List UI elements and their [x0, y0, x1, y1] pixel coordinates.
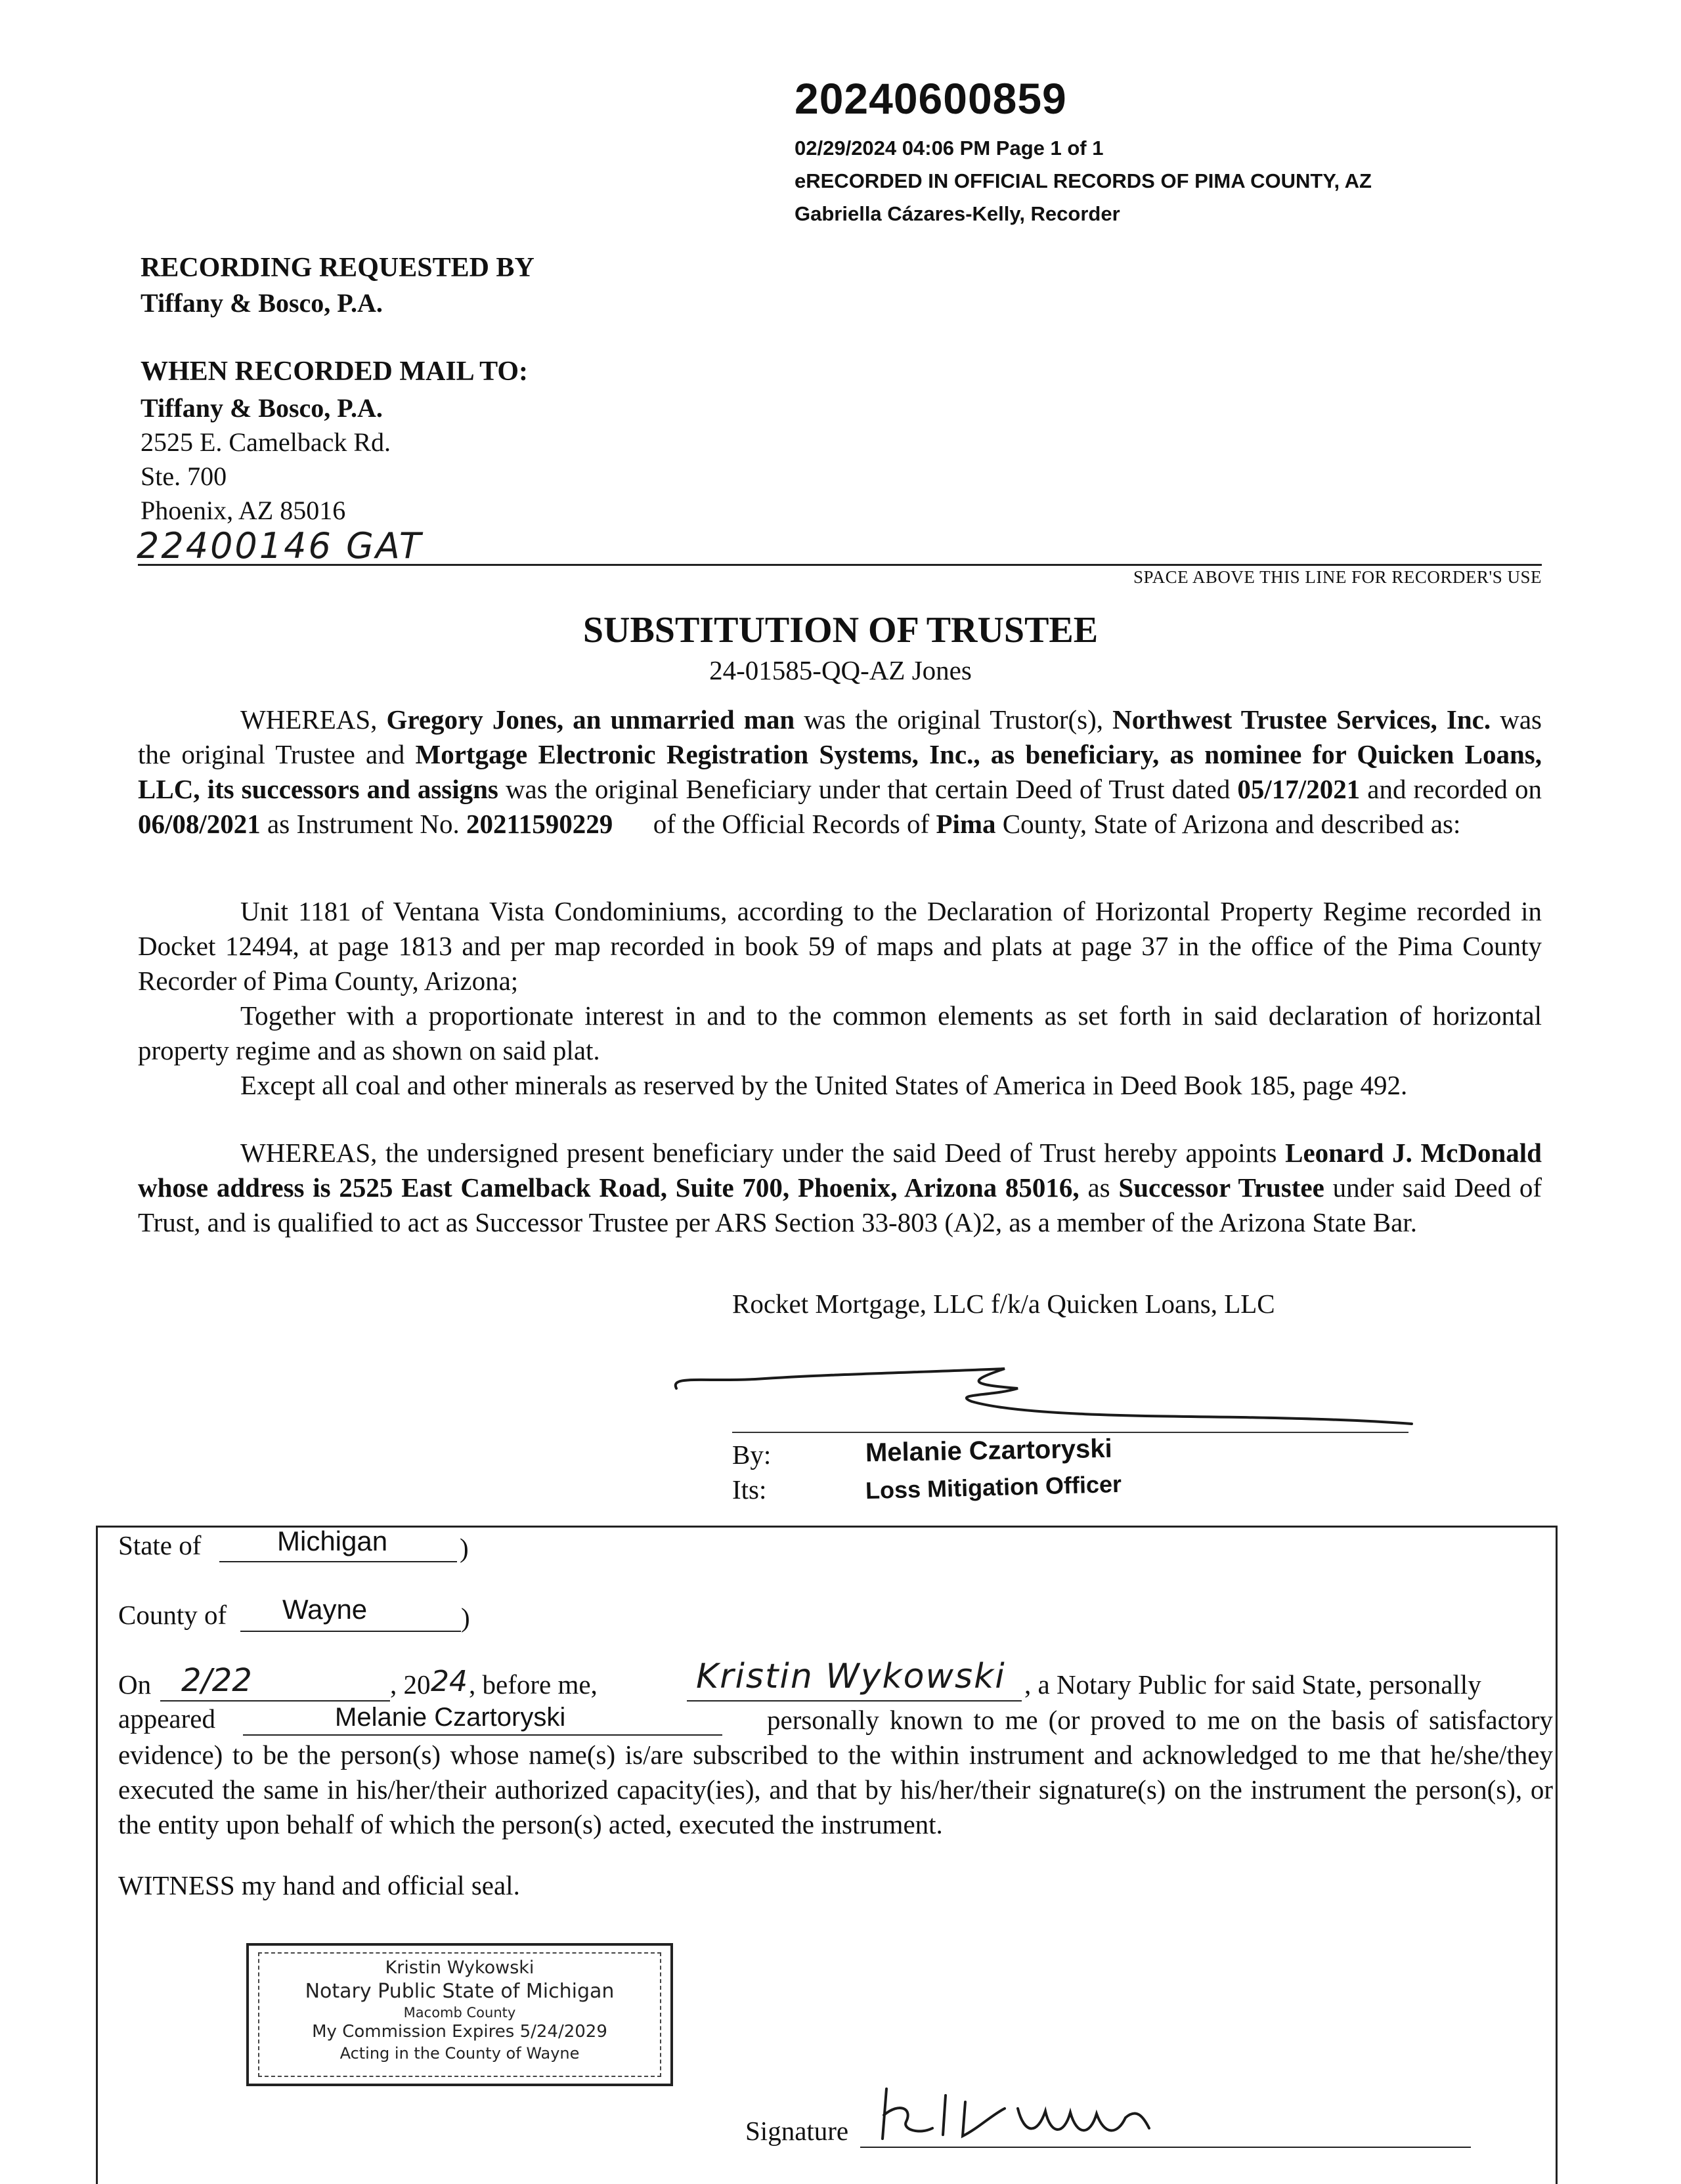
mail-to-address-2: Ste. 700 [141, 461, 227, 491]
notary-seal-stamp: Kristin Wykowski Notary Public State of Michigan Macomb County My Commission Expires 5/24/2029 Acting in the County of Wayne [246, 1943, 673, 2086]
document-reference: 24-01585-QQ-AZ Jones [709, 655, 972, 685]
notary-year: 24 [431, 1665, 468, 1698]
whereas-original-parties: WHEREAS, Gregory Jones, an unmarried man was the original Trustor(s), Northwest Trustee Services, Inc. was the original Trustee and Mortgage Electronic Registration Systems, Inc., as beneficiary, as nominee for Quicken Loans, LLC, its successors and assigns was the original Beneficiary under that certain Deed of Trust dated 05/17/2021 and recorded on 06/08/2021 as Instrument No. 20211590229 of the Official Records of Pima County, State of Arizona and described as: [138, 704, 1542, 839]
notary-appeared-row: appeared Melanie Czartoryski [118, 1703, 1550, 1742]
legal-description [138, 894, 1542, 1103]
notary-appeared-name: Melanie Czartoryski [335, 1703, 566, 1732]
beneficiary-company: Rocket Mortgage, LLC f/k/a Quicken Loans, LLC [732, 1289, 1275, 1319]
mail-to-address-1: 2525 E. Camelback Rd. [141, 427, 391, 457]
notary-county-row: County of Wayne ) [118, 1594, 470, 1633]
original-trustee: Northwest Trustee Services, Inc. [1112, 704, 1491, 735]
recording-number: 20240600859 [795, 74, 1067, 123]
notary-signature-icon [873, 2076, 1228, 2148]
document-title: SUBSTITUTION OF TRUSTEE [582, 610, 1099, 651]
mail-to-name: Tiffany & Bosco, P.A. [141, 393, 383, 423]
instrument-number: 20211590229 [466, 809, 613, 839]
notary-day: 2/22 [181, 1662, 252, 1699]
notary-signature-line [860, 2147, 1471, 2148]
notary-state-row: State of Michigan ) [118, 1526, 469, 1563]
notary-state-value: Michigan [277, 1526, 388, 1556]
recording-date-page: 02/29/2024 04:06 PM Page 1 of 1 [795, 137, 1104, 160]
legal-common-elements: Together with a proportionate interest in and to the common elements as set forth in said declaration of horizontal property regime and as shown on said plat. [138, 1000, 1542, 1065]
successor-trustee-name: Leonard J. McDonald whose address is 2525 East Camelback Road, Suite 700, Phoenix, Arizona 85016, [138, 1138, 1542, 1203]
mail-to-label: WHEN RECORDED MAIL TO: [141, 356, 529, 387]
signature-line [732, 1432, 1408, 1433]
by-value: Melanie Czartoryski [865, 1434, 1113, 1468]
beneficiary-signature-icon [663, 1362, 1425, 1434]
recorder-use-line [138, 564, 1542, 566]
legal-minerals-exception: Except all coal and other minerals as reserved by the United States of America in Deed Book 185, page 492. [240, 1070, 1408, 1100]
mail-to-address-3: Phoenix, AZ 85016 [141, 496, 346, 525]
notary-date-row: On 2/22 , 20 24 , before me, Kristin Wykowski , a Notary Public for said State, personally [118, 1669, 1550, 1708]
by-label: By: [732, 1440, 772, 1470]
notary-witness: WITNESS my hand and official seal. [118, 1870, 520, 1900]
its-label: Its: [732, 1474, 767, 1505]
recording-recorder: Gabriella Cázares-Kelly, Recorder [795, 202, 1120, 225]
its-value: Loss Mitigation Officer [865, 1470, 1122, 1505]
trustor-name: Gregory Jones, an unmarried man [386, 704, 795, 735]
deed-recorded: 06/08/2021 [138, 809, 261, 839]
notary-county-value: Wayne [282, 1594, 368, 1625]
space-above-note: SPACE ABOVE THIS LINE FOR RECORDER'S USE [1133, 567, 1542, 587]
signature-label: Signature [745, 2116, 849, 2146]
county-name: Pima [936, 809, 996, 839]
original-beneficiary: Mortgage Electronic Registration Systems, Inc., as beneficiary, as nominee for Quicken Loans, LLC, its successors and assigns [138, 739, 1542, 804]
notary-body-text: personally known to me (or proved to me on the basis of satisfactory evidence) to be the person(s) whose name(s) is/are subscribed to the within instrument and acknowledged to me that he/she/they executed the same in his/her/their authorized capacity(ies), and that by his/her/their signature(s) on the instrument the person(s), or the entity upon behalf of which the person(s) acted, executed the instrument. [118, 1705, 1553, 1839]
requested-by-name: Tiffany & Bosco, P.A. [141, 288, 383, 318]
deed-dated: 05/17/2021 [1237, 774, 1361, 804]
legal-unit: Unit 1181 of Ventana Vista Condominiums, according to the Declaration of Horizontal Property Regime recorded in Docket 12494, at page 1813 and per map recorded in book 59 of maps and plats at page 37 in the office of the Pima County Recorder of Pima County, Arizona; [138, 896, 1542, 996]
recording-official-records: eRECORDED IN OFFICIAL RECORDS OF PIMA COUNTY, AZ [795, 169, 1372, 192]
requested-by-label: RECORDING REQUESTED BY [141, 253, 535, 283]
handwritten-reference: 22400146 GAT [137, 525, 423, 567]
successor-trustee-role: Successor Trustee [1118, 1172, 1324, 1203]
whereas-appointment: WHEREAS, the undersigned present beneficiary under the said Deed of Trust hereby appoints Leonard J. McDonald whose address is 2525 East Camelback Road, Suite 700, Phoenix, Arizona 85016, as Successor Trustee under said Deed of Trust, and is qualified to act as Successor Trustee per ARS Section 33-803 (A)2, as a member of the Arizona State Bar. [138, 1138, 1542, 1237]
notary-name-handwritten: Kristin Wykowski [696, 1657, 1006, 1696]
